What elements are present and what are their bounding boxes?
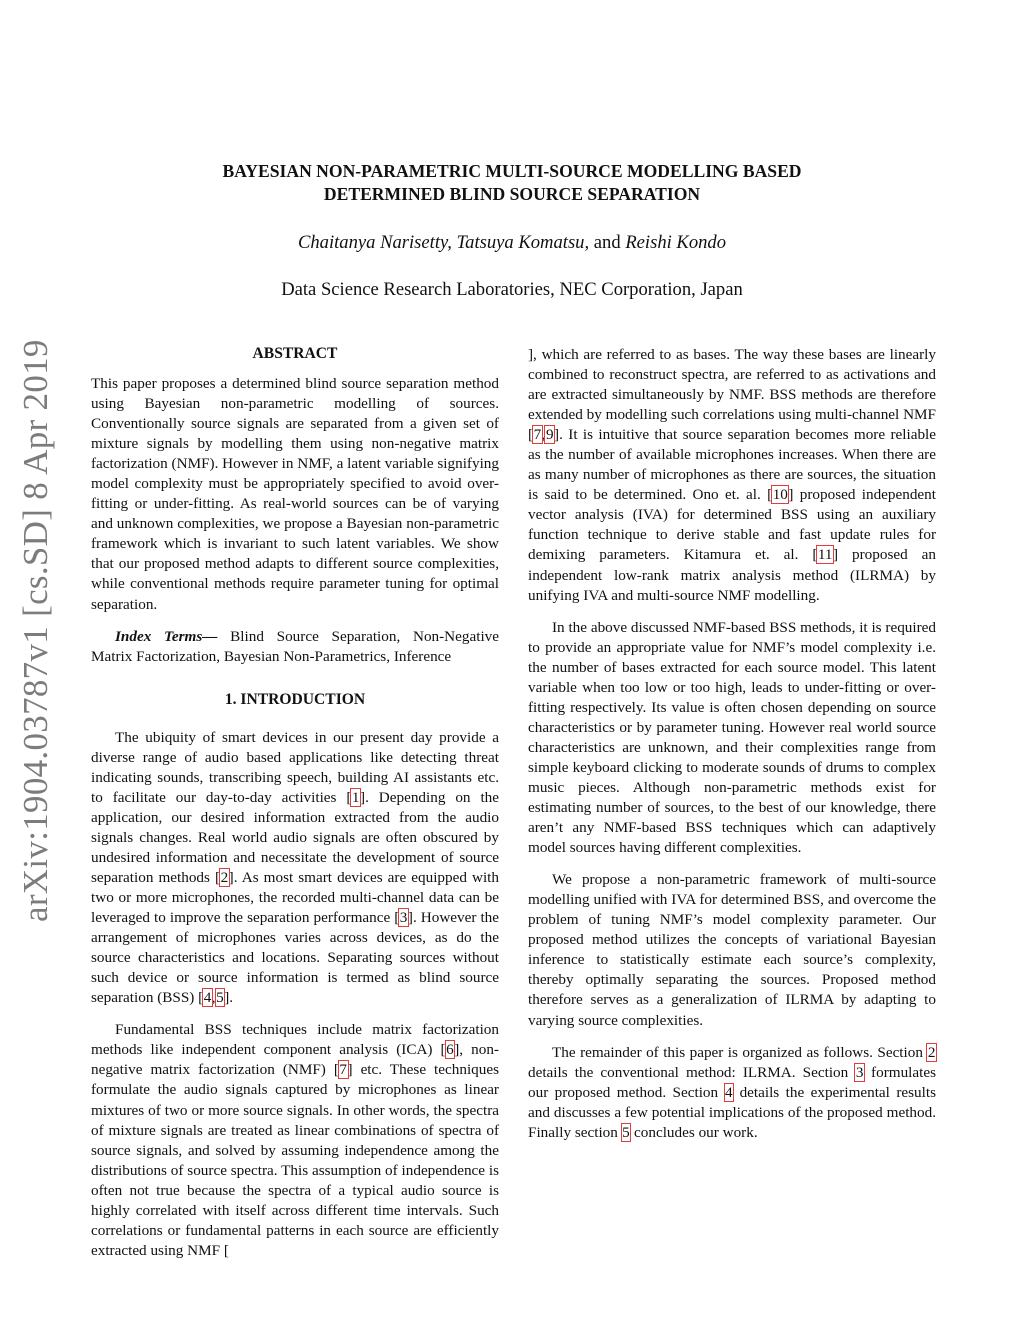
intro-paragraph-2-continued	[528, 345, 936, 606]
section-link[interactable]: 4	[725, 1083, 733, 1101]
text-segment: ]. It is intuitive that source separation becomes more reliable as the number of available microphones increases. When there are as many number of microphones as there are sources, the situation is said to be determined. Ono et. al. [	[528, 426, 936, 504]
text-segment: formulates our proposed method. Section	[528, 1063, 936, 1101]
title-line-1: BAYESIAN NON-PARAMETRIC MULTI-SOURCE MODELLING BASED	[222, 161, 802, 181]
citation-link[interactable]: 11	[817, 546, 833, 564]
introduction-heading: 1. INTRODUCTION	[224, 690, 366, 708]
index-terms-text: Blind Source Separation, Non-Negative Matrix Factorization, Bayesian Non-Parametrics, Inference	[91, 627, 500, 665]
text-segment: ]. However the arrangement of microphones varies across devices, as do the source characteristics and locations. Separating sources without such device or source information is termed as blind source separation (BSS) [	[91, 909, 499, 1007]
text-segment: ] etc. These techniques formulate the audio signals captured by microphones as linear mixtures of two or more source signals. In other words, the spectra of mixture signals are treated as linear combinations of spectra of source signals, and solved by assuming independence among the distributions of source spectra. This assumption of independence is often not true because the spectra of a typical audio source is highly correlated with itself across different time intervals. Such correlations or fundamental patterns in each source are efficiently extracted using NMF [	[91, 1061, 500, 1259]
intro-paragraph-2	[91, 1020, 499, 1261]
citation-link[interactable]: 4	[203, 989, 212, 1007]
abstract-heading: ABSTRACT	[252, 345, 338, 362]
section-link[interactable]: 3	[855, 1063, 864, 1081]
left-column	[91, 344, 499, 1261]
citation-link[interactable]: 1	[351, 788, 360, 806]
text-segment: Fundamental BSS techniques include matrix factorization methods like independent component analysis (ICA) [	[91, 1021, 499, 1059]
intro-paragraph-5	[528, 1043, 936, 1143]
citation-link[interactable]: 7	[533, 426, 542, 444]
text-segment: The remainder of this paper is organized as follows. Section	[552, 1043, 928, 1061]
citation-link[interactable]: 7	[339, 1061, 348, 1079]
author-2: Tatsuya Komatsu,	[456, 232, 590, 253]
title-line-2: DETERMINED BLIND SOURCE SEPARATION	[323, 184, 701, 204]
text-segment: details the experimental results and discusses a few potential implications of the proposed method. Finally section	[528, 1083, 936, 1141]
text-segment: details the conventional method: ILRMA. Section	[528, 1063, 856, 1081]
author-1: Chaitanya Narisetty,	[297, 232, 452, 253]
affiliation: Data Science Research Laboratories, NEC Corporation, Japan	[281, 279, 743, 300]
text-segment: ] proposed independent vector analysis (IVA) for determined BSS using an auxiliary function technique to derive stable and fast update rules for demixing parameters. Kitamura et. al. [	[528, 486, 936, 564]
intro-paragraph-4: We propose a non-parametric framework of multi-source modelling unified with IVA for determined BSS, and overcome the problem of tuning NMF’s model complexity parameter. Our proposed method utilizes the concepts of variational Bayesian inference to statistically estimate each source’s complexity, thereby optimally separating the sources. Proposed method therefore serves as a generalization of ILRMA by adapting to varying source complexities.	[528, 871, 936, 1029]
author-list	[100, 232, 924, 254]
intro-paragraph-3: In the above discussed NMF-based BSS methods, it is required to provide an appropriate value for NMF’s model complexity i.e. the number of bases extracted for each source model. This latent variable when too low or too high, leads to under-fitting or over-fitting respectively. Its value is often chosen depending on source characteristics or by parameter tuning. However real world source characteristics are unknown, and their complexities range from simple keyboard clicking to moderate sounds of drums to complex music pieces. Although non-parametric methods exist for estimating number of sources, to the best of our knowledge, there aren’t any NMF-based BSS techniques which can adaptively model sources having different complexities.	[528, 618, 936, 857]
intro-paragraph-1	[91, 728, 499, 1009]
text-segment: ,	[211, 989, 216, 1007]
text-segment: ]. As most smart devices are equipped with two or more microphones, the recorded multi-channel data can be leveraged to improve the separation performance [	[91, 868, 499, 927]
citation-link[interactable]: 9	[545, 426, 554, 444]
citation-link[interactable]: 5	[216, 989, 224, 1007]
paper-title	[100, 160, 924, 206]
index-terms	[91, 627, 499, 667]
text-segment: ], non-negative matrix factorization (NMF) [	[91, 1041, 499, 1079]
index-terms-label: Index Terms—	[115, 627, 218, 645]
section-link[interactable]: 2	[927, 1043, 936, 1061]
text-segment: The ubiquity of smart devices in our present day provide a diverse range of audio based applications like detecting threat indicating sounds, transcribing speech, building AI assistants etc. to facilitate our day-to-day activities [	[91, 728, 499, 806]
right-column	[528, 345, 936, 1143]
text-segment: ]. Depending on the application, our desired information extracted from the audio signals changes. Real world audio signals are often obscured by undesired information and necessitate the development of source separation methods [	[91, 788, 499, 886]
citation-link[interactable]: 3	[399, 909, 408, 927]
citation-link[interactable]: 6	[446, 1041, 454, 1059]
author-3: Reishi Kondo	[625, 232, 727, 253]
text-segment: concludes our work.	[630, 1123, 758, 1141]
text-segment: ,	[541, 426, 546, 444]
citation-link[interactable]: 2	[220, 868, 229, 886]
text-segment: ] proposed an independent low-rank matrix analysis method (ILRMA) by unifying IVA and multi-source NMF modelling.	[528, 546, 936, 604]
text-segment: ].	[224, 989, 234, 1007]
text-segment: ], which are referred to as bases. The way these bases are linearly combined to reconstruct spectra, are referred to as activations and are extracted simultaneously by NMF. BSS methods are therefore extended by modelling such correlations using multi-channel NMF [	[528, 346, 936, 444]
abstract-text: This paper proposes a determined blind source separation method using Bayesian non-parametric modelling of sources. Conventionally source signals are separated from a given set of mixture signals by modelling them using non-negative matrix factorization (NMF). However in NMF, a latent variable signifying model complexity must be appropriately specified to avoid over-fitting or under-fitting. As real-world sources can be of varying and unknown complexities, we propose a Bayesian non-parametric framework which is invariant to such latent variables. We show that our proposed method adapts to different source complexities, while conventional methods require parameter tuning for optimal separation.	[91, 375, 499, 613]
citation-link[interactable]: 10	[772, 486, 788, 504]
author-conjunction: and	[593, 232, 621, 253]
section-link[interactable]: 5	[622, 1123, 630, 1141]
arxiv-identifier[interactable]: arXiv:1904.03787v1 [cs.SD] 8 Apr 2019	[16, 339, 55, 922]
